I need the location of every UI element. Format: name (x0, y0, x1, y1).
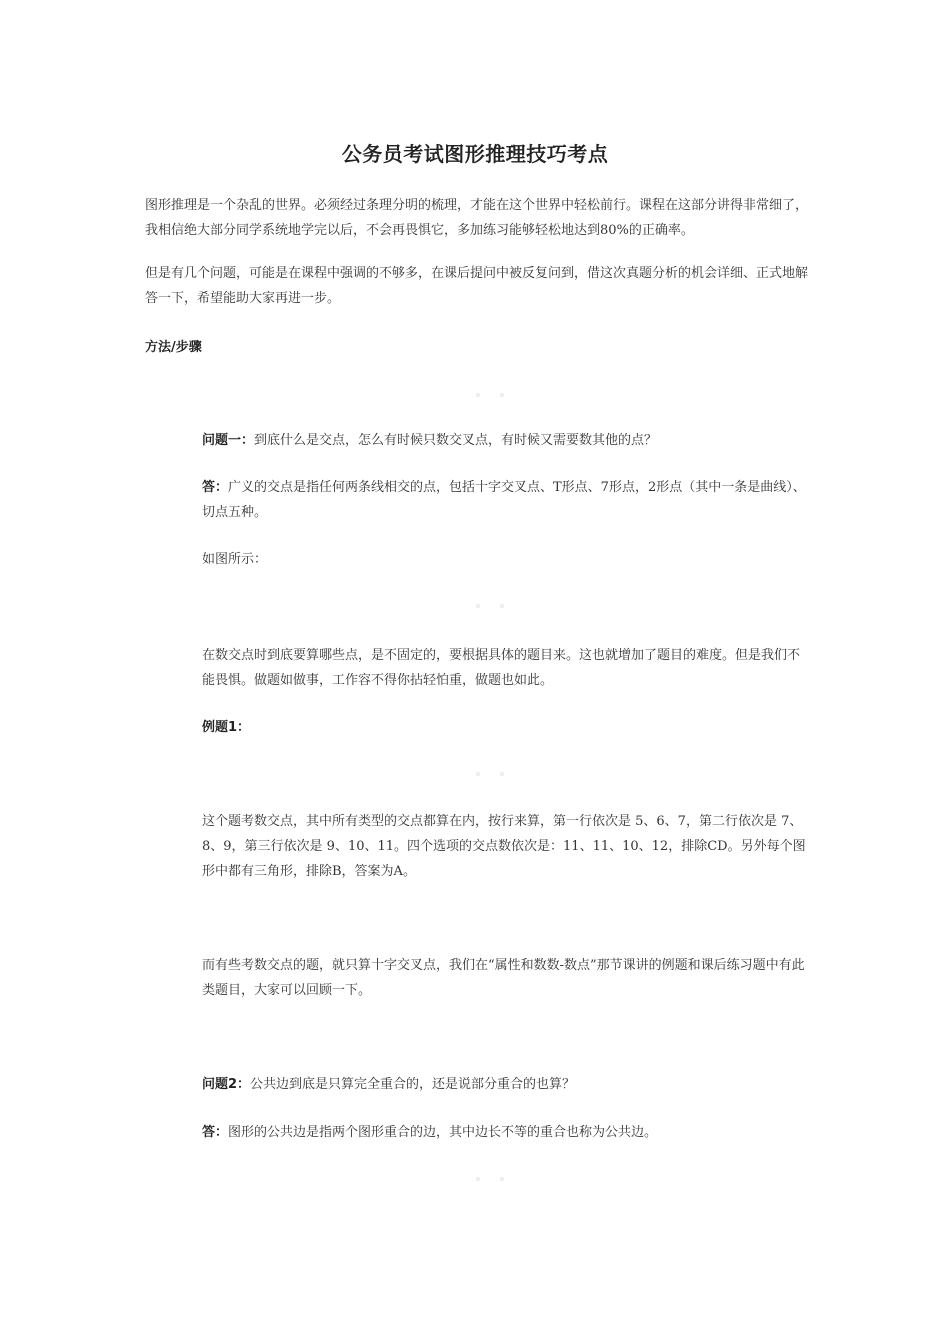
intro-paragraph-2: 但是有几个问题，可能是在课程中强调的不够多，在课后提问中被反复问到，借这次真题分析的机会详细、正式地解答一下，希望能助大家再进一步。 (145, 266, 809, 306)
as-shown-text: 如图所示： (202, 552, 268, 567)
cross-point-paragraph: 而有些考数交点的题，就只算十字交叉点，我们在“属性和数数-数点”那节课讲的例题和课后练习题中有此类题目，大家可以回顾一下。 (202, 958, 805, 998)
question-2-text: 公共边到底是只算完全重合的，还是说部分重合的也算？ (250, 1077, 576, 1092)
answer-1 (202, 475, 812, 525)
image-placeholder (470, 1173, 510, 1185)
answer-2 (202, 1120, 812, 1145)
page-title: 公务员考试图形推理技巧考点 (341, 142, 609, 166)
example-explanation: 这个题考数交点，其中所有类型的交点都算在内，按行来算，第一行依次是 5、6、7，第二行依次是 7、8、9，第三行依次是 9、10、11。四个选项的交点数依次是：11、11、10、12，排除CD。另外每个图形中都有三角形，排除B，答案为A。 (202, 814, 806, 879)
answer-1-text: 广义的交点是指任何两条线相交的点，包括十字交叉点、T形点、7形点，2形点（其中一条是曲线）、切点五种。 (202, 480, 806, 520)
image-placeholder (470, 389, 510, 401)
section-heading: 方法/步骤 (145, 340, 202, 355)
intro-paragraph-1: 图形推理是一个杂乱的世界。必须经过条理分明的梳理，才能在这个世界中轻松前行。课程在这部分讲得非常细了，我相信绝大部分同学系统地学完以后，不会再畏惧它，多加练习能够轻松地达到80%的正确率。 (145, 198, 809, 238)
image-placeholder (470, 600, 510, 612)
example-1-label: 例题1： (202, 720, 251, 735)
counting-paragraph: 在数交点时到底要算哪些点，是不固定的，要根据具体的题目来。这也就增加了题目的难度。但是我们不能畏惧。做题如做事，工作容不得你拈轻怕重，做题也如此。 (202, 648, 801, 688)
question-1 (202, 428, 812, 453)
question-1-text: 到底什么是交点，怎么有时候只数交叉点，有时候又需要数其他的点？ (254, 433, 658, 448)
question-2-label: 问题2： (202, 1077, 251, 1092)
image-placeholder (470, 768, 510, 780)
answer-1-label: 答： (202, 480, 229, 495)
question-1-label: 问题一： (202, 433, 255, 448)
answer-2-text: 图形的公共边是指两个图形重合的边，其中边长不等的重合也称为公共边。 (228, 1125, 658, 1140)
answer-2-label: 答： (202, 1125, 229, 1140)
question-2 (202, 1072, 812, 1097)
